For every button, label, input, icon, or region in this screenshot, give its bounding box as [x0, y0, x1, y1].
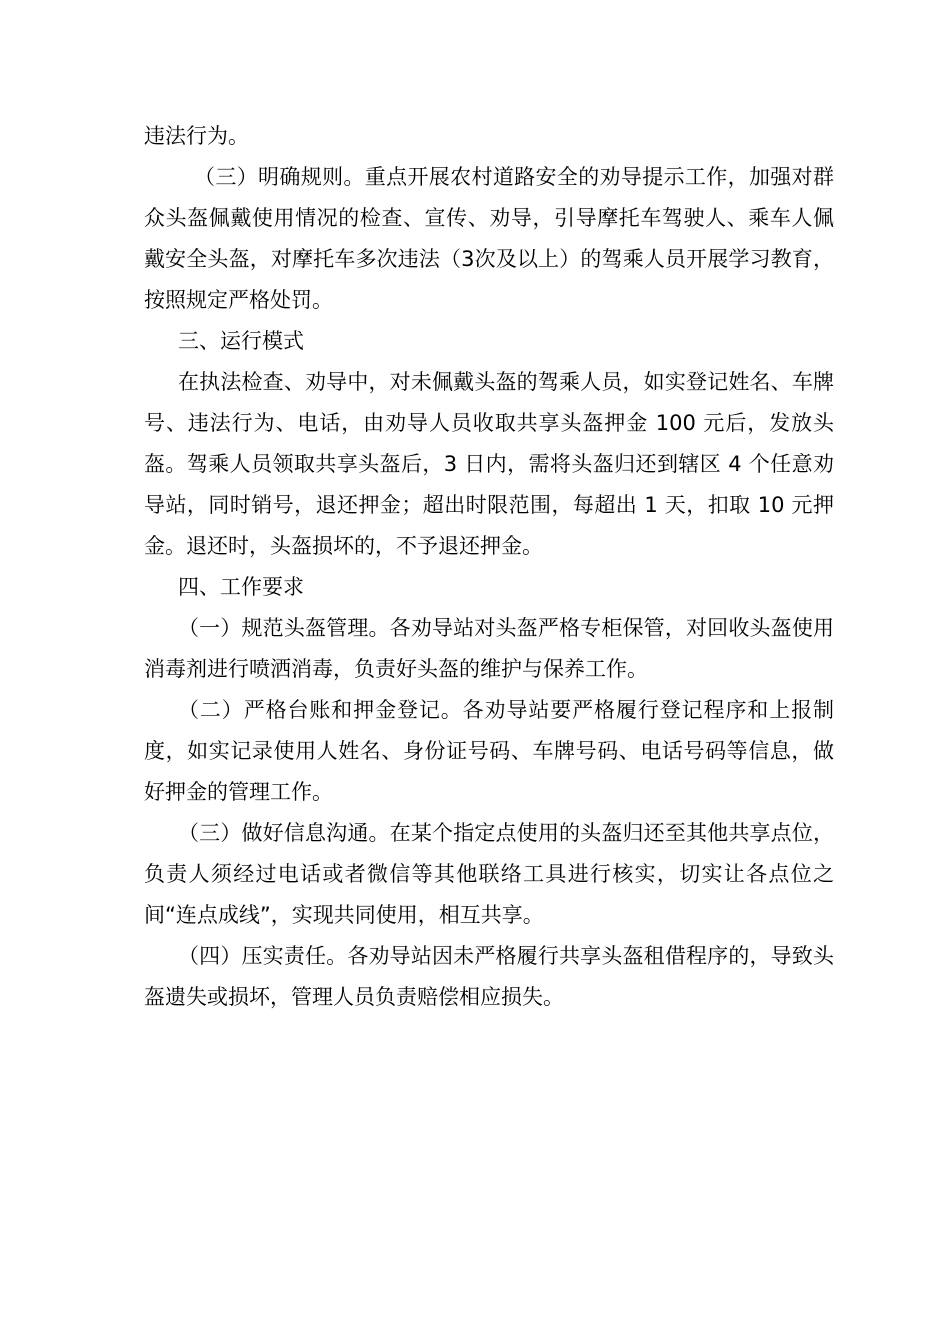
section-heading-work-requirements: 四、工作要求	[178, 575, 304, 599]
paragraph-clear-rules: （三）明确规则。重点开展农村道路安全的劝导提示工作，加强对群众头盔佩戴使用情况的检查、宣传、劝导，引导摩托车驾驶人、乘车人佩戴安全头盔，对摩托车多次违法（3次及以上）的驾乘人员开展学习教育，按照规定严格处罚。	[144, 165, 834, 312]
paragraph-continuation: 违法行为。	[144, 124, 249, 148]
section-heading-operation-mode: 三、运行模式	[178, 329, 304, 353]
document-body	[144, 116, 834, 1018]
paragraph-helmet-management: （一）规范头盔管理。各劝导站对头盔严格专柜保管，对回收头盔使用消毒剂进行喷洒消毒，负责好头盔的维护与保养工作。	[144, 616, 834, 681]
paragraph-responsibility: （四）压实责任。各劝导站因未严格履行共享头盔租借程序的，导致头盔遗失或损坏，管理人员负责赔偿相应损失。	[144, 944, 834, 1009]
paragraph-operation-mode: 在执法检查、劝导中，对未佩戴头盔的驾乘人员，如实登记姓名、车牌号、违法行为、电话，由劝导人员收取共享头盔押金 100 元后，发放头盔。驾乘人员领取共享头盔后，3 日内，需将头盔归还到辖区 4 个任意劝导站，同时销号，退还押金；超出时限范围，每超出 1 天，扣取 10 元押金。退还时，头盔损坏的，不予退还押金。	[144, 370, 834, 558]
paragraph-ledger-deposit: （二）严格台账和押金登记。各劝导站要严格履行登记程序和上报制度，如实记录使用人姓名、身份证号码、车牌号码、电话号码等信息，做好押金的管理工作。	[144, 698, 834, 804]
paragraph-info-communication: （三）做好信息沟通。在某个指定点使用的头盔归还至其他共享点位，负责人须经过电话或者微信等其他联络工具进行核实，切实让各点位之间“连点成线”，实现共同使用，相互共享。	[144, 821, 834, 927]
